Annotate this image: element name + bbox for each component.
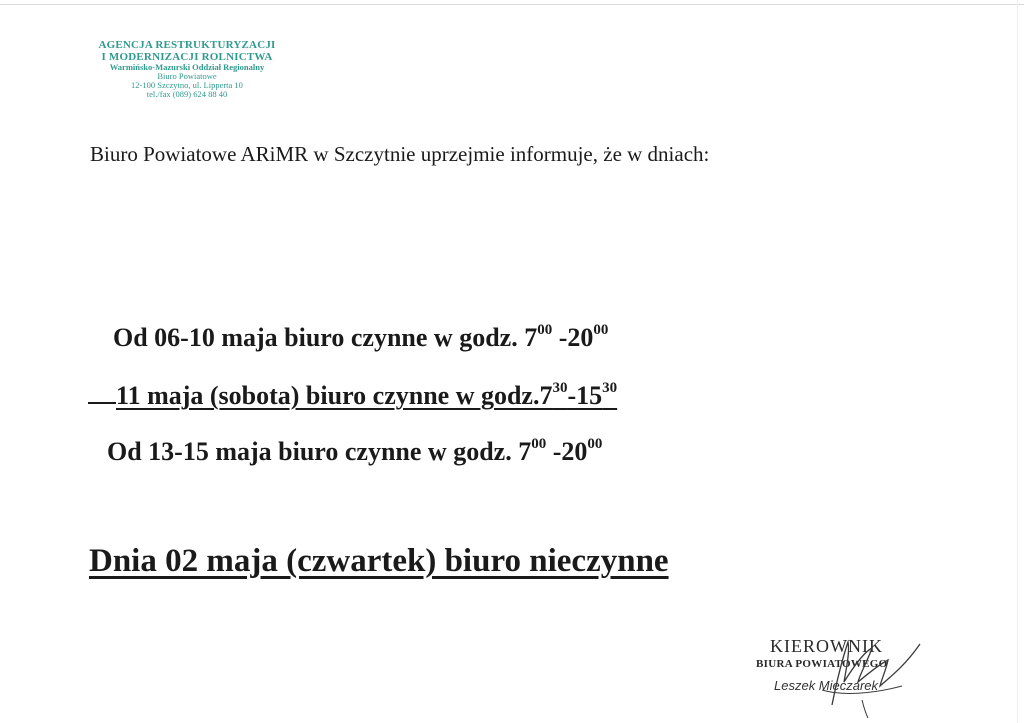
- schedule-1-sup-end: 00: [593, 322, 609, 339]
- schedule-1-text: Od 06-10 maja biuro czynne w godz. 7: [113, 323, 538, 352]
- signature-block: [752, 630, 942, 720]
- schedule-1-mid: -20: [552, 323, 594, 352]
- schedule-2-sup-start: 30: [552, 380, 568, 397]
- stamp-agency-name-2: I MODERNIZACJI ROLNICTWA: [101, 50, 273, 63]
- stamp-address: 12-100 Szczytno, ul. Lipperta 10: [131, 79, 243, 90]
- stamp-regional-office: Warmińsko-Mazurski Oddział Regionalny: [109, 62, 265, 73]
- page-edge-right: [1017, 0, 1018, 723]
- schedule-line-3: [107, 437, 602, 467]
- schedule-3-text: Od 13-15 maja biuro czynne w godz. 7: [107, 437, 532, 466]
- signature-title: KIEROWNIK: [770, 636, 883, 656]
- signature-subtitle: BIURA POWIATOWEGO: [756, 658, 888, 670]
- schedule-3-sup-start: 00: [531, 436, 547, 453]
- schedule-2-mid: -15: [567, 381, 603, 410]
- stamp-office: Biuro Powiatowe: [157, 71, 217, 82]
- schedule-1-sup-start: 00: [537, 322, 553, 339]
- schedule-3-mid: -20: [546, 437, 588, 466]
- schedule-line-1: [113, 323, 608, 353]
- closed-notice: Dnia 02 maja (czwartek) biuro nieczynne: [89, 543, 669, 579]
- underline-lead: [88, 380, 116, 404]
- schedule-2-sup-end: 30: [602, 380, 618, 397]
- handwritten-signature: [802, 630, 932, 720]
- intro-text: Biuro Powiatowe ARiMR w Szczytnie uprzejmie informuje, że w dniach:: [90, 142, 710, 166]
- schedule-3-sup-end: 00: [587, 436, 603, 453]
- stamp-agency-name-1: AGENCJA RESTRUKTURYZACJI: [98, 39, 276, 51]
- agency-stamp: [62, 40, 312, 99]
- schedule-2-text: 11 maja (sobota) biuro czynne w godz.7: [116, 381, 553, 410]
- stamp-phone: tel./fax (089) 624 88 40: [146, 88, 228, 99]
- signature-name: Leszek Mieczarek: [774, 678, 879, 693]
- schedule-line-2: [88, 380, 617, 411]
- page-edge: [0, 4, 1024, 5]
